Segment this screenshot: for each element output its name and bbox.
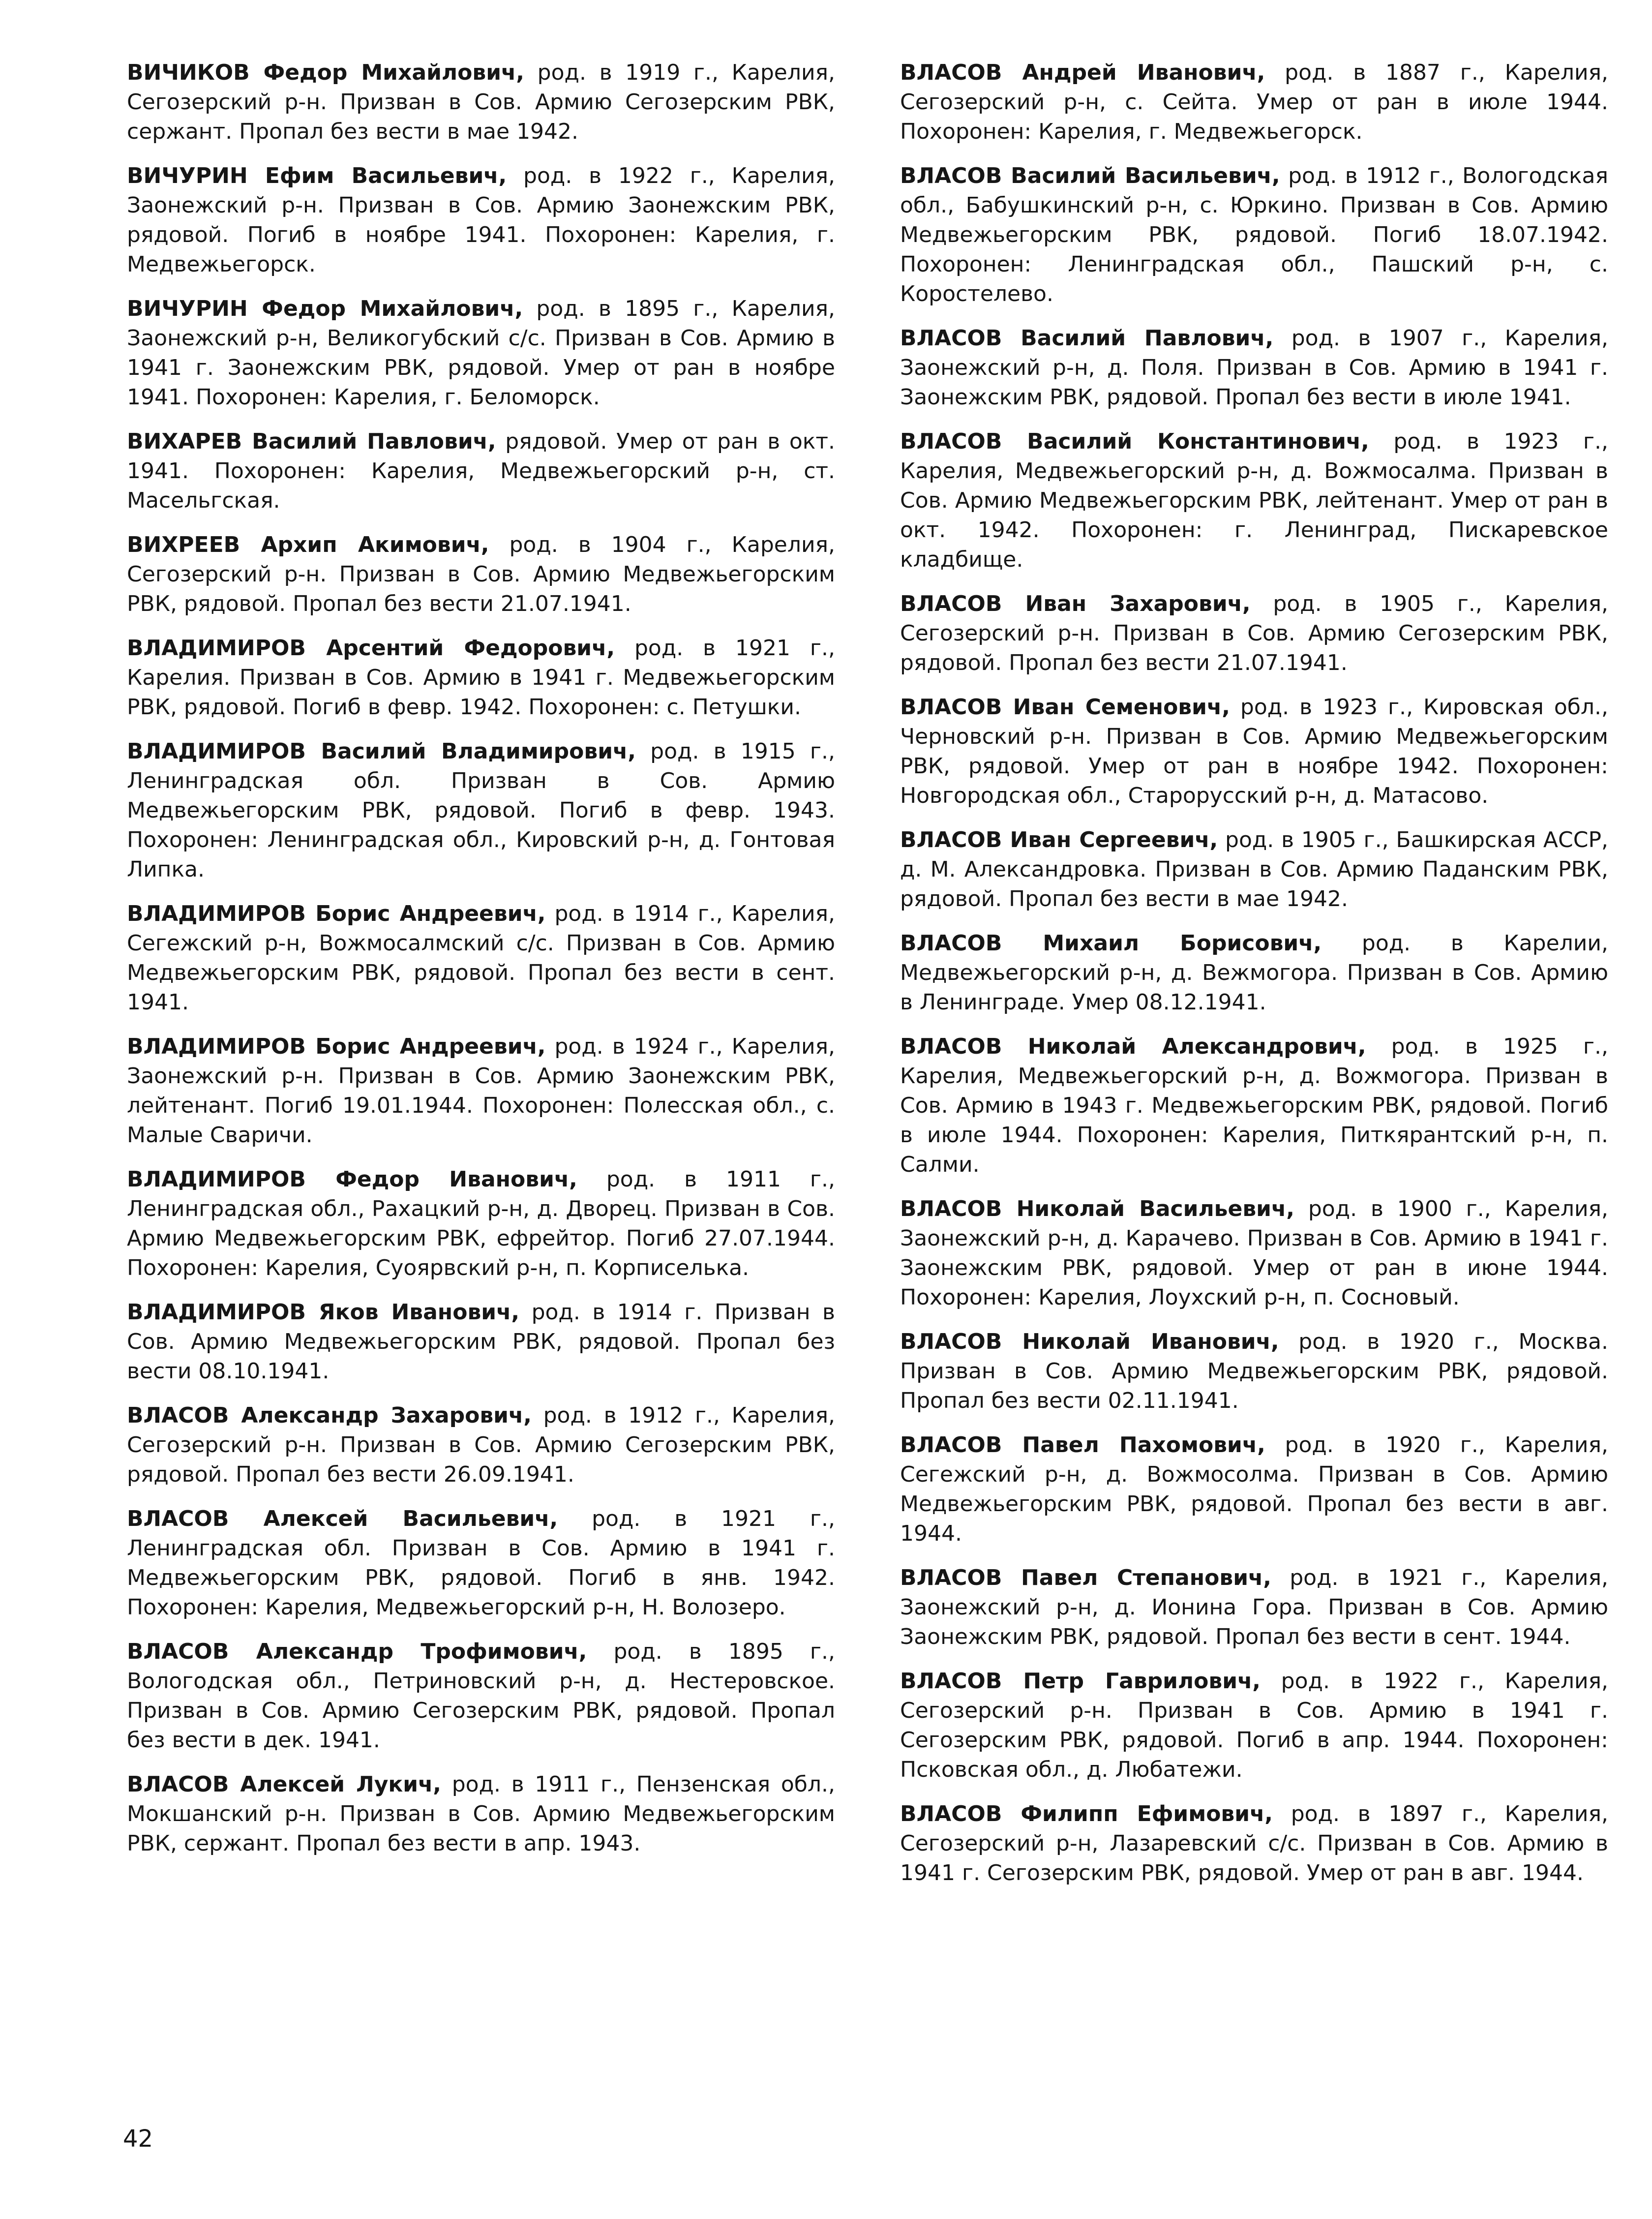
entry-text: род. в 1922 г., Карелия, Заонежский р-н. Призван в Сов. Армию Заонежским РВК, рядовой. Погиб в ноябре 1941. Похоронен: Карелия, г. Медвежьегорск. (127, 163, 835, 277)
entry-name: ВЛАСОВ Михаил Борисович, (900, 931, 1322, 956)
entry (900, 1430, 1608, 1549)
entry-name: ВЛАДИМИРОВ Борис Андреевич, (127, 901, 546, 926)
entry-text: род. в 1923 г., Карелия, Медвежьегорский р-н, д. Вожмосалма. Призван в Сов. Армию Медвежьегорским РВК, лейтенант. Умер от ран в окт. 1942. Похоронен: г. Ленинград, Пискаревское кладбище. (900, 429, 1609, 572)
entry-text: род. в 1905 г., Карелия, Сегозерский р-н. Призван в Сов. Армию Сегозерским РВК, рядовой. Пропал без вести 21.07.1941. (900, 591, 1609, 675)
entry-text: род. в 1911 г., Пензенская обл., Мокшанский р-н. Призван в Сов. Армию Медвежьегорским РВК, сержант. Пропал без вести в апр. 1943. (127, 1772, 835, 1856)
entry (127, 737, 835, 884)
entry (900, 693, 1608, 811)
entry (127, 1165, 835, 1283)
entry-name: ВЛАСОВ Павел Пахомович, (900, 1432, 1265, 1458)
entry-name: ВЛАСОВ Василий Васильевич, (900, 163, 1280, 188)
entry-name: ВЛАСОВ Иван Семенович, (900, 695, 1230, 720)
entry-text: род. в 1912 г., Карелия, Сегозерский р-н. Призван в Сов. Армию Сегозерским РВК, рядовой. Пропал без вести 26.09.1941. (127, 1403, 835, 1487)
entry-text: род. в 1922 г., Карелия, Сегозерский р-н. Призван в Сов. Армию в 1941 г. Сегозерским РВК, рядовой. Погиб в апр. 1944. Похоронен: Псковская обл., д. Любатежи. (900, 1669, 1608, 1782)
entry (900, 161, 1608, 309)
entry-name: ВЛАСОВ Филипп Ефимович, (900, 1801, 1273, 1826)
entry (127, 1298, 835, 1386)
entry (900, 427, 1608, 575)
entry-text: род. в 1905 г., Башкирская АССР, д. М. Александровка. Призван в Сов. Армию Паданским РВК, рядовой. Пропал без вести в мае 1942. (900, 827, 1608, 912)
entry-text: род. в 1912 г., Вологодская обл., Бабушкинский р-н, с. Юркино. Призван в Сов. Армию Медвежьегорским РВК, рядовой. Погиб 18.07.1942. Похоронен: Ленинградская обл., Пашский р-н, с. Коростелево. (900, 163, 1608, 306)
entry-text: род. в 1911 г., Ленинградская обл., Рахацкий р-н, д. Дворец. Призван в Сов. Армию Медвежьегорским РВК, ефрейтор. Погиб 27.07.1944. Похоронен: Карелия, Суоярвский р-н, п. Корписелька. (127, 1167, 835, 1280)
entry (900, 589, 1608, 678)
entry (900, 1667, 1608, 1785)
entry (127, 294, 835, 412)
left-column (127, 58, 835, 1873)
entry (127, 899, 835, 1017)
entry (127, 1032, 835, 1150)
entry (900, 1032, 1608, 1180)
entry-name: ВЛАДИМИРОВ Арсентий Федорович, (127, 636, 615, 661)
entry-name: ВЛАСОВ Василий Константинович, (900, 429, 1369, 454)
entry (900, 825, 1608, 914)
entry-text: род. в 1895 г., Карелия, Заонежский р-н, Великогубский с/с. Призван в Сов. Армию в 1941 г. Заонежским РВК, рядовой. Умер от ран в ноябре 1941. Похоронен: Карелия, г. Беломорск. (127, 296, 835, 410)
entry-text: род. в 1919 г., Карелия, Сегозерский р-н. Призван в Сов. Армию Сегозерским РВК, сержант. Пропал без вести в мае 1942. (127, 60, 836, 144)
entry-text: род. в 1921 г., Карелия, Заонежский р-н, д. Ионина Гора. Призван в Сов. Армию Заонежским РВК, рядовой. Пропал без вести в сент. 1944. (900, 1565, 1608, 1649)
entry (127, 1637, 835, 1755)
right-column (900, 58, 1608, 1903)
entry-text: род. в 1925 г., Карелия, Медвежьегорский р-н, д. Вожмогора. Призван в Сов. Армию в 1943 г. Медвежьегорским РВК, рядовой. Погиб в июле 1944. Похоронен: Карелия, Питкярантский р-н, п. Салми. (900, 1034, 1608, 1177)
entry (900, 929, 1608, 1017)
entry-name: ВИЧУРИН Ефим Васильевич, (127, 163, 507, 188)
entry-name: ВЛАСОВ Алексей Лукич, (127, 1772, 442, 1797)
entry (900, 324, 1608, 412)
entry-text: род. в 1923 г., Кировская обл., Черновский р-н. Призван в Сов. Армию Медвежьегорским РВК, рядовой. Умер от ран в ноябре 1942. Похоронен: Новгородская обл., Старорусский р-н, д. Матасово. (900, 695, 1608, 808)
entry-name: ВЛАДИМИРОВ Яков Иванович, (127, 1300, 520, 1325)
entry (900, 58, 1608, 147)
page-number: 42 (123, 2125, 153, 2153)
entry (900, 1563, 1608, 1652)
entry-name: ВЛАСОВ Андрей Иванович, (900, 60, 1265, 85)
entry (900, 1194, 1608, 1312)
entry-text: род. в 1924 г., Карелия, Заонежский р-н. Призван в Сов. Армию Заонежским РВК, лейтенант. Погиб 19.01.1944. Похоронен: Полесская обл., с. Малые Сваричи. (127, 1034, 835, 1148)
entry-name: ВЛАДИМИРОВ Борис Андреевич, (127, 1034, 546, 1059)
entry-text: род. в 1920 г., Москва. Призван в Сов. Армию Медвежьегорским РВК, рядовой. Пропал без вести 02.11.1941. (900, 1329, 1608, 1413)
entry (127, 1504, 835, 1622)
entry-name: ВИЧИКОВ Федор Михайлович, (127, 60, 524, 85)
entry-name: ВЛАСОВ Петр Гаврилович, (900, 1669, 1261, 1694)
entry-text: род. в 1887 г., Карелия, Сегозерский р-н, с. Сейта. Умер от ран в июле 1944. Похоронен: Карелия, г. Медвежьегорск. (900, 60, 1608, 144)
entry-text: род. в 1914 г. Призван в Сов. Армию Медвежьегорским РВК, рядовой. Пропал без вести 08.10.1941. (127, 1300, 835, 1384)
entry-text: рядовой. Умер от ран в окт. 1941. Похоронен: Карелия, Медвежьегорский р-н, ст. Масельгская. (127, 429, 835, 513)
entry-text: род. в 1914 г., Карелия, Сегежский р-н, Вожмосалмский с/с. Призван в Сов. Армию Медвежьегорским РВК, рядовой. Пропал без вести в сент. 1941. (127, 901, 835, 1015)
entry-name: ВЛАСОВ Василий Павлович, (900, 326, 1274, 351)
entry-name: ВИЧУРИН Федор Михайлович, (127, 296, 523, 321)
entry-text: род. в 1915 г., Ленинградская обл. Призван в Сов. Армию Медвежьегорским РВК, рядовой. Погиб в февр. 1943. Похоронен: Ленинградская обл., Кировский р-н, д. Гонтовая Липка. (127, 739, 836, 882)
entry (127, 161, 835, 279)
entry-text: род. в 1895 г., Вологодская обл., Петриновский р-н, д. Нестеровское. Призван в Сов. Армию Сегозерским РВК, рядовой. Пропал без вести в дек. 1941. (127, 1639, 835, 1753)
entry (127, 427, 835, 516)
entry-text: род. в 1900 г., Карелия, Заонежский р-н, д. Карачево. Призван в Сов. Армию в 1941 г. Заонежским РВК, рядовой. Умер от ран в июне 1944. Похоронен: Карелия, Лоухский р-н, п. Сосновый. (900, 1196, 1609, 1310)
entry (127, 530, 835, 619)
entry-name: ВЛАДИМИРОВ Федор Иванович, (127, 1167, 577, 1192)
entry-text: род. в 1907 г., Карелия, Заонежский р-н, д. Поля. Призван в Сов. Армию в 1941 г. Заонежским РВК, рядовой. Пропал без вести в июле 1941. (900, 326, 1608, 410)
entry-name: ВЛАСОВ Иван Захарович, (900, 591, 1251, 616)
entry-text: род. в Карелии, Медвежьегорский р-н, д. Вежмогора. Призван в Сов. Армию в Ленинграде. Умер 08.12.1941. (900, 931, 1608, 1015)
entry-text: род. в 1904 г., Карелия, Сегозерский р-н. Призван в Сов. Армию Медвежьегорским РВК, рядовой. Пропал без вести 21.07.1941. (127, 532, 836, 616)
entry (900, 1799, 1608, 1888)
entry (900, 1327, 1608, 1416)
entry-name: ВЛАСОВ Николай Александрович, (900, 1034, 1366, 1059)
entry-text: род. в 1897 г., Карелия, Сегозерский р-н, Лазаревский с/с. Призван в Сов. Армию в 1941 г. Сегозерским РВК, рядовой. Умер от ран в авг. 1944. (900, 1801, 1608, 1885)
entry-name: ВЛАСОВ Павел Степанович, (900, 1565, 1271, 1590)
entry (127, 1401, 835, 1489)
entry-name: ВЛАСОВ Алексей Васильевич, (127, 1506, 558, 1531)
entry (127, 1770, 835, 1858)
entry (127, 634, 835, 722)
entry-name: ВЛАСОВ Николай Иванович, (900, 1329, 1279, 1354)
entry-name: ВЛАСОВ Иван Сергеевич, (900, 827, 1218, 852)
entry (127, 58, 835, 147)
entry-text: род. в 1921 г., Ленинградская обл. Призван в Сов. Армию в 1941 г. Медвежьегорским РВК, рядовой. Погиб в янв. 1942. Похоронен: Карелия, Медвежьегорский р-н, Н. Волозеро. (127, 1506, 835, 1620)
entry-name: ВИХРЕЕВ Архип Акимович, (127, 532, 489, 557)
entry-name: ВЛАДИМИРОВ Василий Владимирович, (127, 739, 636, 764)
entry-text: род. в 1921 г., Карелия. Призван в Сов. Армию в 1941 г. Медвежьегорским РВК, рядовой. Погиб в февр. 1942. Похоронен: с. Петушки. (127, 636, 835, 720)
entry-name: ВИХАРЕВ Василий Павлович, (127, 429, 496, 454)
entry-text: род. в 1920 г., Карелия, Сегежский р-н, д. Вожмосолма. Призван в Сов. Армию Медвежьегорским РВК, рядовой. Пропал без вести в авг. 1944. (900, 1432, 1608, 1546)
entry-name: ВЛАСОВ Александр Захарович, (127, 1403, 532, 1428)
entry-name: ВЛАСОВ Александр Трофимович, (127, 1639, 587, 1664)
entry-name: ВЛАСОВ Николай Васильевич, (900, 1196, 1294, 1221)
